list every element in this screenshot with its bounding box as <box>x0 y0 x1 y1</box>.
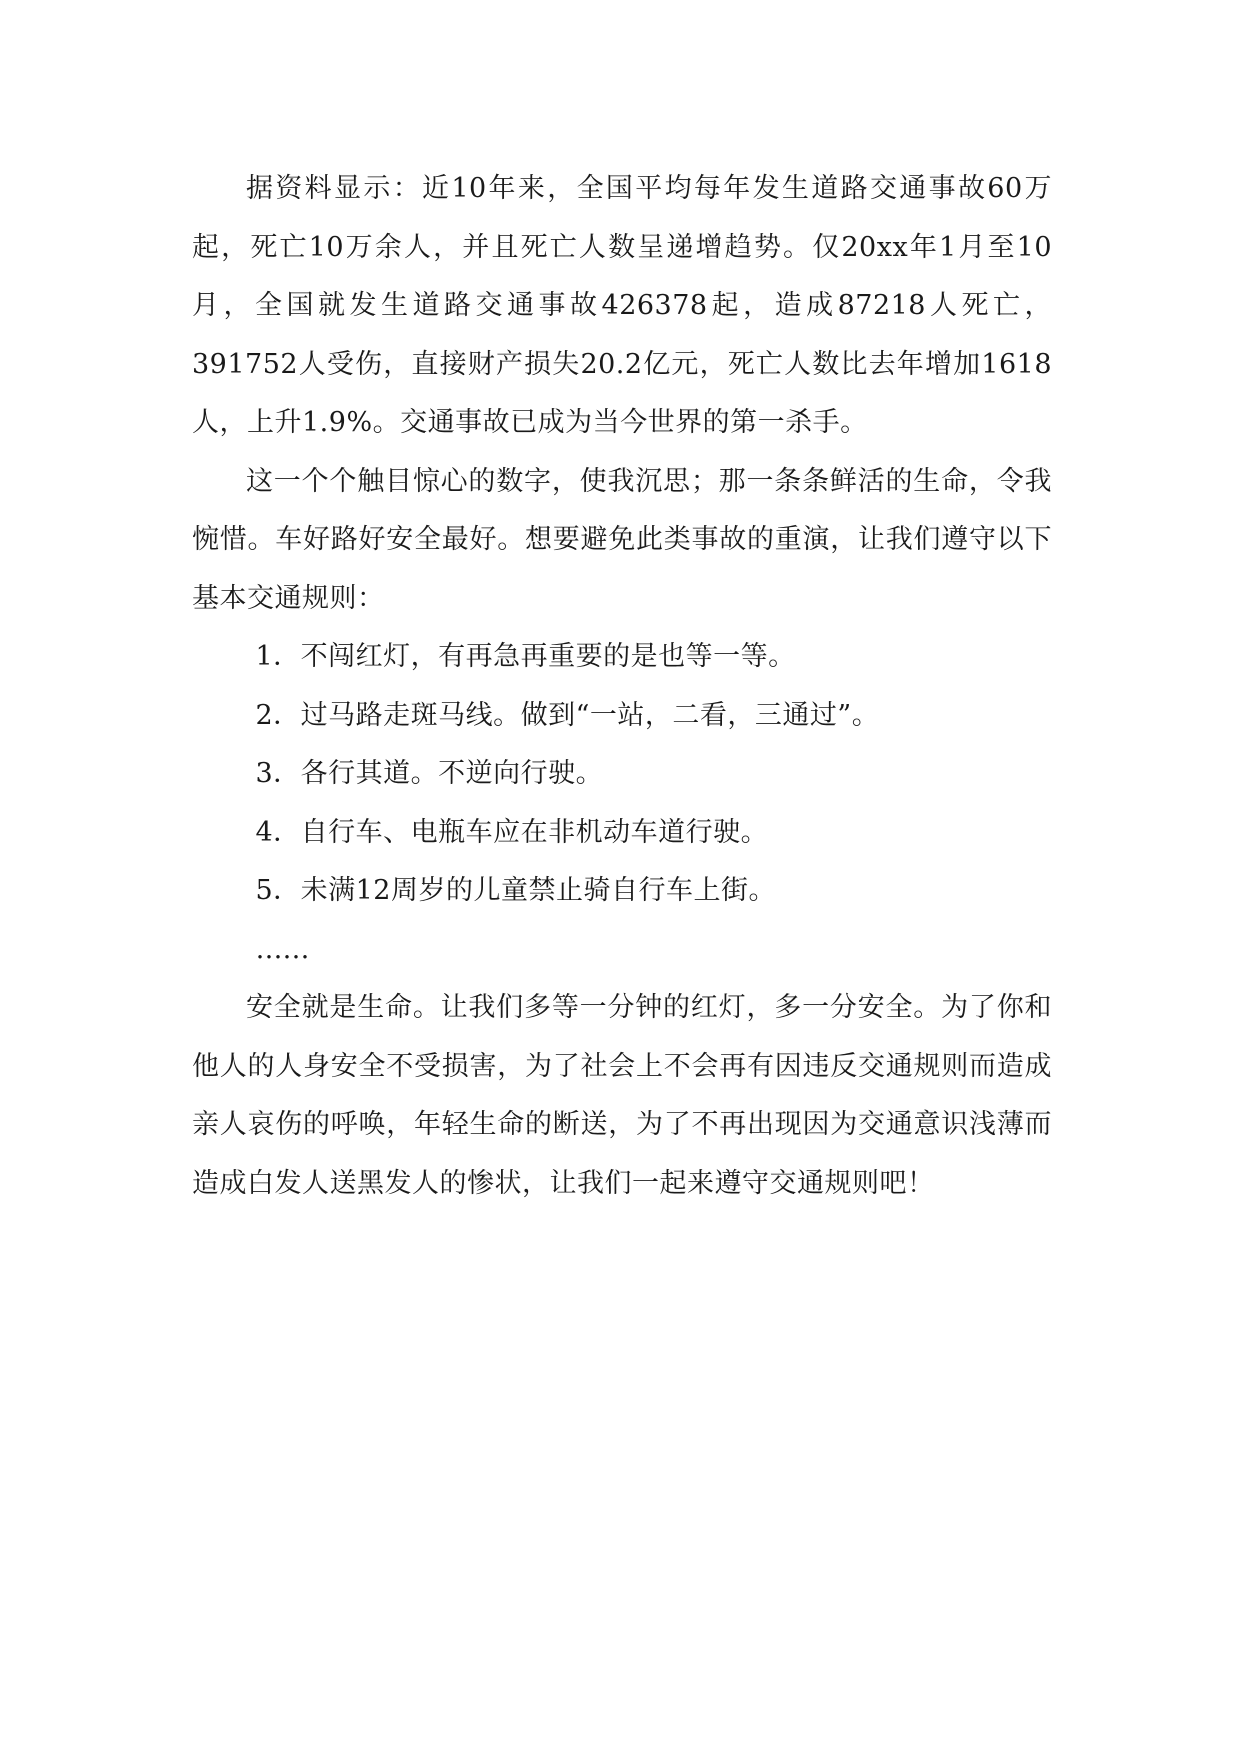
paragraph-statistics: 据资料显示：近10年来，全国平均每年发生道路交通事故60万起，死亡10万余人，并且死亡人数呈递增趋势。仅20xx年1月至10月，全国就发生道路交通事故426378起，造成87218人死亡，391752人受伤，直接财产损失20.2亿元，死亡人数比去年增加1618人，上升1.9%。交通事故已成为当今世界的第一杀手。 <box>192 173 1052 438</box>
list-item: 4．自行车、电瓶车应在非机动车道行驶。 <box>255 816 769 848</box>
list-item: 5．未满12周岁的儿童禁止骑自行车上街。 <box>255 875 776 906</box>
list-item: 1．不闯红灯，有再急再重要的是也等一等。 <box>255 641 796 672</box>
list-item: 2．过马路走斑马线。做到“一站，二看，三通过”。 <box>255 699 880 731</box>
paragraph-conclusion: 安全就是生命。让我们多等一分钟的红灯，多一分安全。为了你和他人的人身安全不受损害，为了社会上不会再有因违反交通规则而造成亲人哀伤的呼唤，年轻生命的断送，为了不再出现因为交通意识浅薄而造成白发人送黑发人的惨状，让我们一起来遵守交通规则吧！ <box>192 992 1052 1199</box>
paragraph-reflection: 这一个个触目惊心的数字，使我沉思；那一条条鲜活的生命，令我惋惜。车好路好安全最好。想要避免此类事故的重演，让我们遵守以下基本交通规则： <box>192 465 1052 614</box>
list-ellipsis: …… <box>255 933 310 965</box>
list-item: 3．各行其道。不逆向行驶。 <box>255 758 604 789</box>
traffic-rules-list <box>192 628 1052 979</box>
document-page <box>192 160 1052 1213</box>
